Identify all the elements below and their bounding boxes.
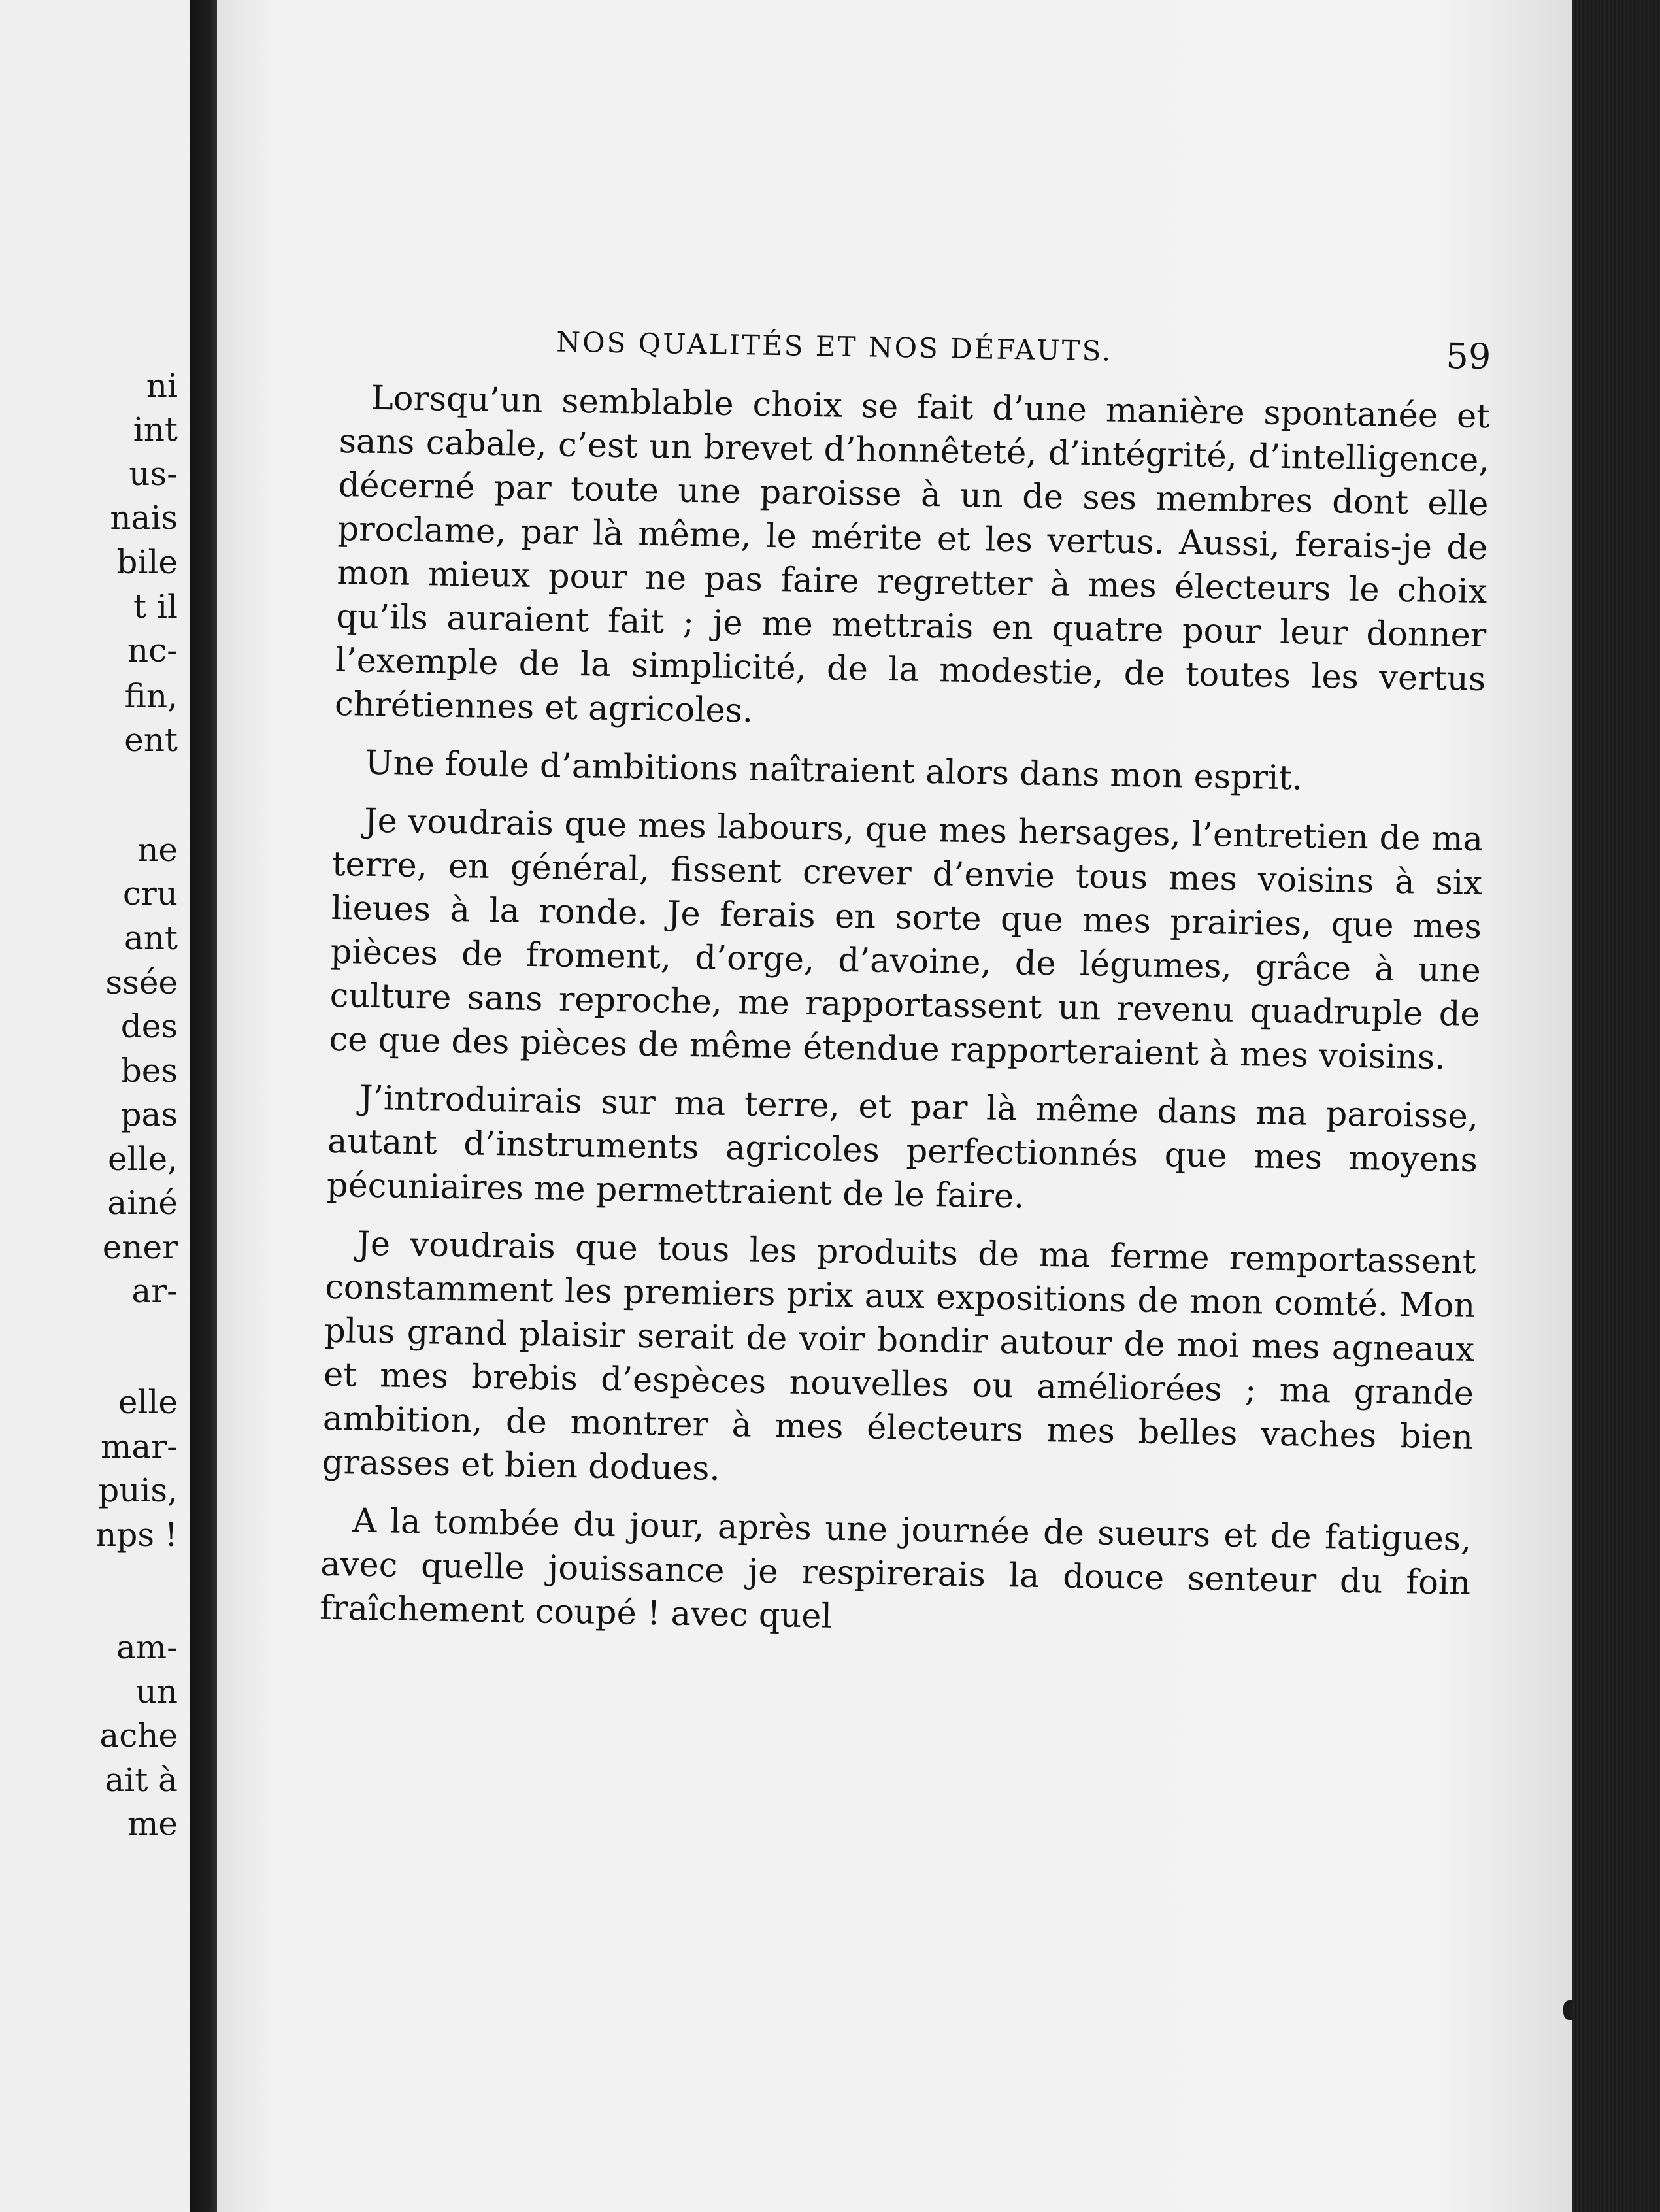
previous-page-line-end: nc- bbox=[127, 631, 178, 669]
paragraph-4: J’introduirais sur ma terre, et par là même dans ma paroisse, autant d’instruments agricoles perfectionnés que mes moyens pécuniaires me permettraient de le faire. bbox=[326, 1079, 1479, 1216]
book-page bbox=[217, 0, 1576, 2212]
previous-page-line-end: ant bbox=[124, 919, 178, 957]
page-text-block bbox=[319, 317, 1491, 1664]
previous-page-line-end: me bbox=[127, 1805, 178, 1843]
page-block-edge bbox=[1572, 0, 1660, 2212]
previous-page-line-end: elle, bbox=[107, 1140, 178, 1178]
previous-page-line-end: cru bbox=[122, 875, 178, 913]
previous-page-line-end: am- bbox=[116, 1628, 178, 1666]
previous-page-line-end: ener bbox=[102, 1228, 178, 1266]
previous-page-line-end: ne bbox=[137, 831, 178, 869]
previous-page-line-end: int bbox=[133, 411, 178, 448]
previous-page-line-end: nais bbox=[110, 499, 178, 537]
previous-page-line-end: ache bbox=[99, 1717, 178, 1754]
previous-page-line-end: us- bbox=[129, 455, 178, 493]
previous-page-line-end: ait à bbox=[105, 1761, 178, 1799]
previous-page-line-end: ainé bbox=[107, 1184, 178, 1222]
previous-page-fragment bbox=[0, 0, 196, 2212]
previous-page-line-end: ar- bbox=[131, 1272, 178, 1310]
previous-page-line-end: mar- bbox=[100, 1428, 178, 1466]
previous-page-line-end: bes bbox=[120, 1052, 178, 1090]
previous-page-line-end: t il bbox=[133, 588, 178, 626]
previous-page-line-end: des bbox=[120, 1007, 178, 1045]
paragraph-1: Lorsqu’un semblable choix se fait d’une manière spontanée et sans cabale, c’est un brevet d’honnêteté, d’intégrité, d’intelligence, décerné par toute une paroisse à un de ses membres dont elle proclame, par là même, le mérite et les vertus. Aussi, ferais-je de mon mieux pour ne pas faire regretter à mes électeurs le choix qu’ils auraient fait ; je me mettrais en quatre pour leur donner l’exemple de la simplicité, de la modestie, de toutes les vertus chrétiennes et agricoles. bbox=[334, 378, 1491, 731]
running-title: NOS QUALITÉS ET NOS DÉFAUTS. bbox=[556, 326, 1113, 367]
previous-page-line-end: ent bbox=[124, 721, 178, 759]
previous-page-line-end: fin, bbox=[124, 677, 178, 715]
previous-page-line-end: pas bbox=[120, 1096, 178, 1133]
page-number: 59 bbox=[1446, 335, 1491, 378]
previous-page-line-end: puis, bbox=[98, 1471, 178, 1509]
previous-page-line-end: un bbox=[135, 1673, 178, 1711]
paragraph-3: Je voudrais que mes labours, que mes hersages, l’entretien de ma terre, en général, fissent crever d’envie tous mes voisins à six lieues à la ronde. Je ferais en sorte que mes prairies, que mes pièces de froment, d’orge, d’avoine, de légumes, grâce à une culture sans reproche, me rapportassent un revenu quadruple de ce que des pièces de même étendue rapporteraient à mes voisins. bbox=[329, 801, 1484, 1078]
paragraph-5: Je voudrais que tous les produits de ma ferme remportassent constamment les premiers prix aux expositions de mon comté. Mon plus grand plaisir serait de voir bondir autour de moi mes agneaux et mes brebis d’espèces nouvelles ou améliorées ; ma grande ambition, de montrer à mes électeurs mes belles vaches bien grasses et bien dodues. bbox=[322, 1224, 1476, 1488]
previous-page-line-end: ssée bbox=[105, 964, 178, 1001]
previous-page-line-end: nps ! bbox=[95, 1516, 178, 1554]
previous-page-line-end: bile bbox=[116, 543, 178, 581]
paragraph-2: Une foule d’ambitions naîtraient alors dans mon esprit. bbox=[365, 743, 1303, 798]
previous-page-line-end: ni bbox=[146, 367, 178, 405]
previous-page-line-end: elle bbox=[118, 1383, 178, 1421]
paragraph-6: A la tombée du jour, après une journée de sueurs et de fatigues, avec quelle jouissance je respirerais la douce senteur du foin fraîchement coupé ! avec quel bbox=[319, 1501, 1472, 1636]
